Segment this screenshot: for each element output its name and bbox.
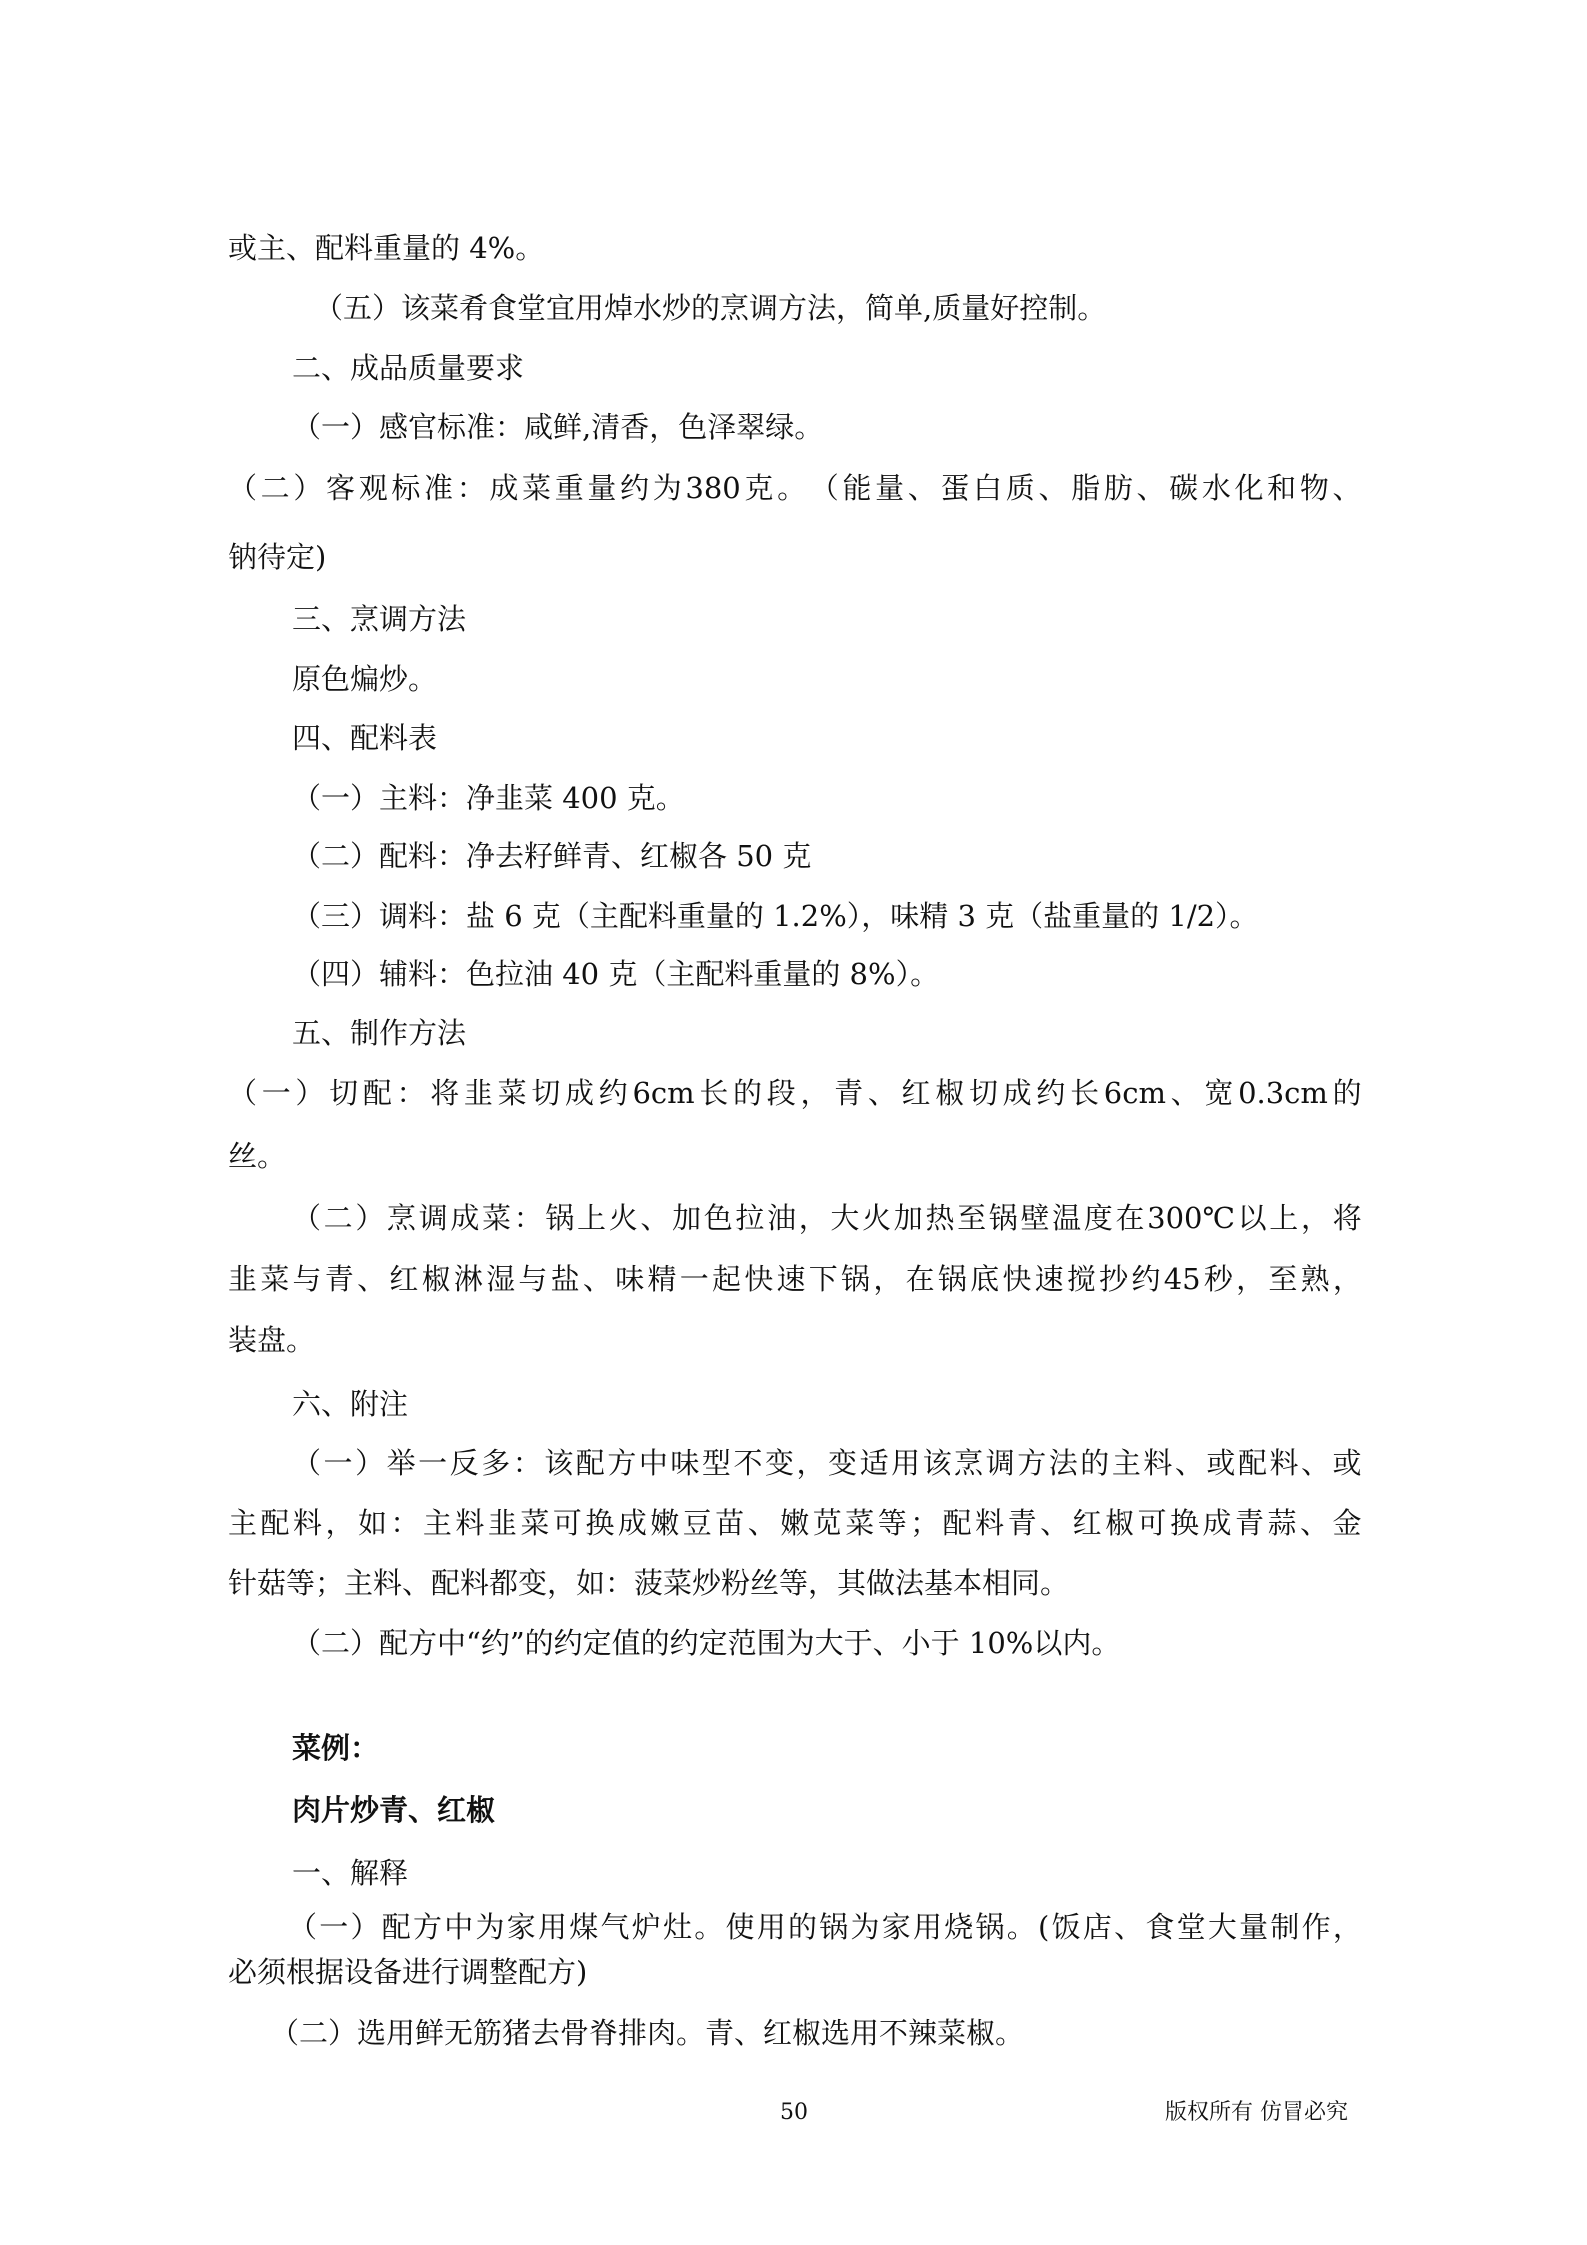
text-line: （五）该菜肴食堂宜用焯水炒的烹调方法，简单,质量好控制。 xyxy=(314,291,1107,325)
text-line: 原色煸炒。 xyxy=(292,662,438,696)
section-heading: 二、成品质量要求 xyxy=(292,351,525,385)
text-line: （一）主料：净韭菜 400 克。 xyxy=(292,781,685,815)
section-heading: 六、附注 xyxy=(292,1387,409,1421)
text-line: （二）选用鲜无筋猪去骨脊排肉。青、红椒选用不辣菜椒。 xyxy=(270,2016,1025,2050)
text-line: 或主、配料重量的 4%。 xyxy=(228,231,545,265)
text-line: （二）配方中“约”的约定值的约定范围为大于、小于 10%以内。 xyxy=(292,1626,1121,1660)
text-line: 必须根据设备进行调整配方) xyxy=(228,1955,588,1989)
copyright-notice: 版权所有 仿冒必究 xyxy=(1165,2100,1348,2125)
text-line: 丝。 xyxy=(228,1139,287,1173)
page-number: 50 xyxy=(780,2100,808,2125)
text-line: 钠待定) xyxy=(228,540,327,574)
text-line: （ 一 ） 配 方 中 为 家 用 煤 气 炉 灶 。 使 用 的 锅 为 家 用 烧 锅 。 ( 饭 店 、 食 堂 大 量 制 作 ， xyxy=(288,1910,1362,1944)
section-heading: 五、制作方法 xyxy=(292,1016,467,1050)
text-line: （二）配料：净去籽鲜青、红椒各 50 克 xyxy=(292,839,812,873)
text-line: 主 配 料 ， 如 ： 主 料 韭 菜 可 换 成 嫩 豆 苗 、 嫩 苋 菜 等 ； 配 料 青 、 红 椒 可 换 成 青 蒜 、 金 xyxy=(228,1506,1362,1540)
section-heading: 四、配料表 xyxy=(292,721,438,755)
text-line: （ 一 ） 举 一 反 多 ： 该 配 方 中 味 型 不 变 ， 变 适 用 该 烹 调 方 法 的 主 料 、 或 配 料 、 或 xyxy=(292,1446,1362,1480)
text-line: 装盘。 xyxy=(228,1323,316,1357)
dish-title: 肉片炒青、红椒 xyxy=(292,1793,496,1827)
text-line: （ 二 ） 客 观 标 准 ： 成 菜 重 量 约 为 380 克 。 （ 能 量 、 蛋 白 质 、 脂 肪 、 碳 水 化 和 物 、 xyxy=(228,471,1362,505)
text-line: 针菇等；主料、配料都变，如：菠菜炒粉丝等，其做法基本相同。 xyxy=(228,1566,1070,1600)
text-line: （三）调料：盐 6 克（主配料重量的 1.2%），味精 3 克（盐重量的 1/2）。 xyxy=(292,899,1259,933)
text-line: （ 一 ） 切 配 ： 将 韭 菜 切 成 约 6cm 长 的 段 ， 青 、 红 椒 切 成 约 长 6cm 、 宽 0.3cm 的 xyxy=(228,1076,1362,1110)
section-heading: 一、解释 xyxy=(292,1856,409,1890)
example-heading: 菜例： xyxy=(292,1731,380,1765)
text-line: （四）辅料：色拉油 40 克（主配料重量的 8%）。 xyxy=(292,957,940,991)
text-line: 韭 菜 与 青 、 红 椒 淋 湿 与 盐 、 味 精 一 起 快 速 下 锅 ， 在 锅 底 快 速 搅 抄 约 45 秒 ， 至 熟 ， xyxy=(228,1262,1362,1296)
text-line: （一）感官标准：咸鲜,清香，色泽翠绿。 xyxy=(292,410,824,444)
text-line: （ 二 ） 烹 调 成 菜 ： 锅 上 火 、 加 色 拉 油 ， 大 火 加 热 至 锅 壁 温 度 在 300℃ 以 上 ， 将 xyxy=(292,1201,1362,1235)
section-heading: 三、烹调方法 xyxy=(292,602,467,636)
